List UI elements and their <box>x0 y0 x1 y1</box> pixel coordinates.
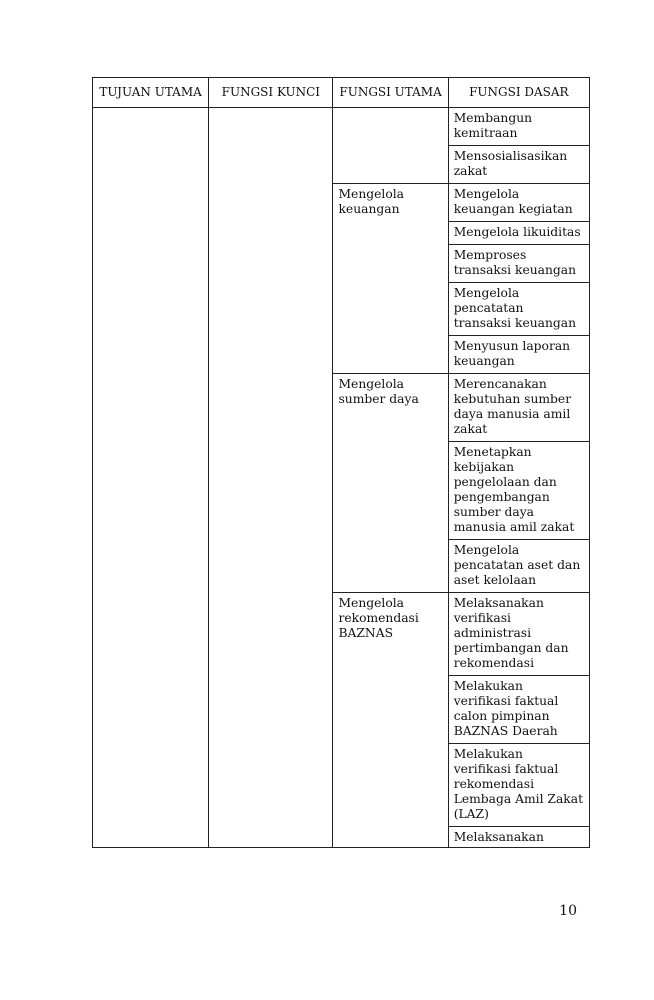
fungsi-dasar-cell: Mengelola likuiditas <box>448 222 589 245</box>
functions-table <box>92 77 590 848</box>
fungsi-dasar-cell: Memproses transaksi keuangan <box>448 245 589 283</box>
fungsi-dasar-cell: Melakukan verifikasi faktual calon pimpinan BAZNAS Daerah <box>448 676 589 744</box>
header-fungsi-dasar: FUNGSI DASAR <box>448 78 589 108</box>
fungsi-dasar-cell: Mengelola pencatatan aset dan aset kelolaan <box>448 540 589 593</box>
page-number: 10 <box>559 903 577 919</box>
table-header-row <box>93 78 590 108</box>
fungsi-dasar-cell: Melakukan verifikasi faktual rekomendasi Lembaga Amil Zakat (LAZ) <box>448 744 589 827</box>
fungsi-dasar-cell: Membangun kemitraan <box>448 108 589 146</box>
table-row <box>93 108 590 146</box>
fungsi-utama-cell <box>333 108 448 184</box>
fungsi-dasar-cell: Mengelola keuangan kegiatan <box>448 184 589 222</box>
fungsi-utama-cell: Mengelola keuangan <box>333 184 448 374</box>
fungsi-dasar-cell: Mensosialisasikan zakat <box>448 146 589 184</box>
fungsi-dasar-cell: Melaksanakan verifikasi administrasi pertimbangan dan rekomendasi <box>448 593 589 676</box>
fungsi-dasar-cell: Merencanakan kebutuhan sumber daya manusia amil zakat <box>448 374 589 442</box>
fungsi-dasar-cell: Menetapkan kebijakan pengelolaan dan pengembangan sumber daya manusia amil zakat <box>448 442 589 540</box>
fungsi-dasar-cell: Mengelola pencatatan transaksi keuangan <box>448 283 589 336</box>
header-tujuan-utama: TUJUAN UTAMA <box>93 78 209 108</box>
fungsi-utama-cell: Mengelola rekomendasi BAZNAS <box>333 593 448 848</box>
fungsi-kunci-cell <box>209 108 333 848</box>
header-fungsi-kunci: FUNGSI KUNCI <box>209 78 333 108</box>
fungsi-dasar-cell: Melaksanakan <box>448 827 589 848</box>
tujuan-utama-cell <box>93 108 209 848</box>
fungsi-dasar-cell: Menyusun laporan keuangan <box>448 336 589 374</box>
fungsi-utama-cell: Mengelola sumber daya <box>333 374 448 593</box>
header-fungsi-utama: FUNGSI UTAMA <box>333 78 448 108</box>
